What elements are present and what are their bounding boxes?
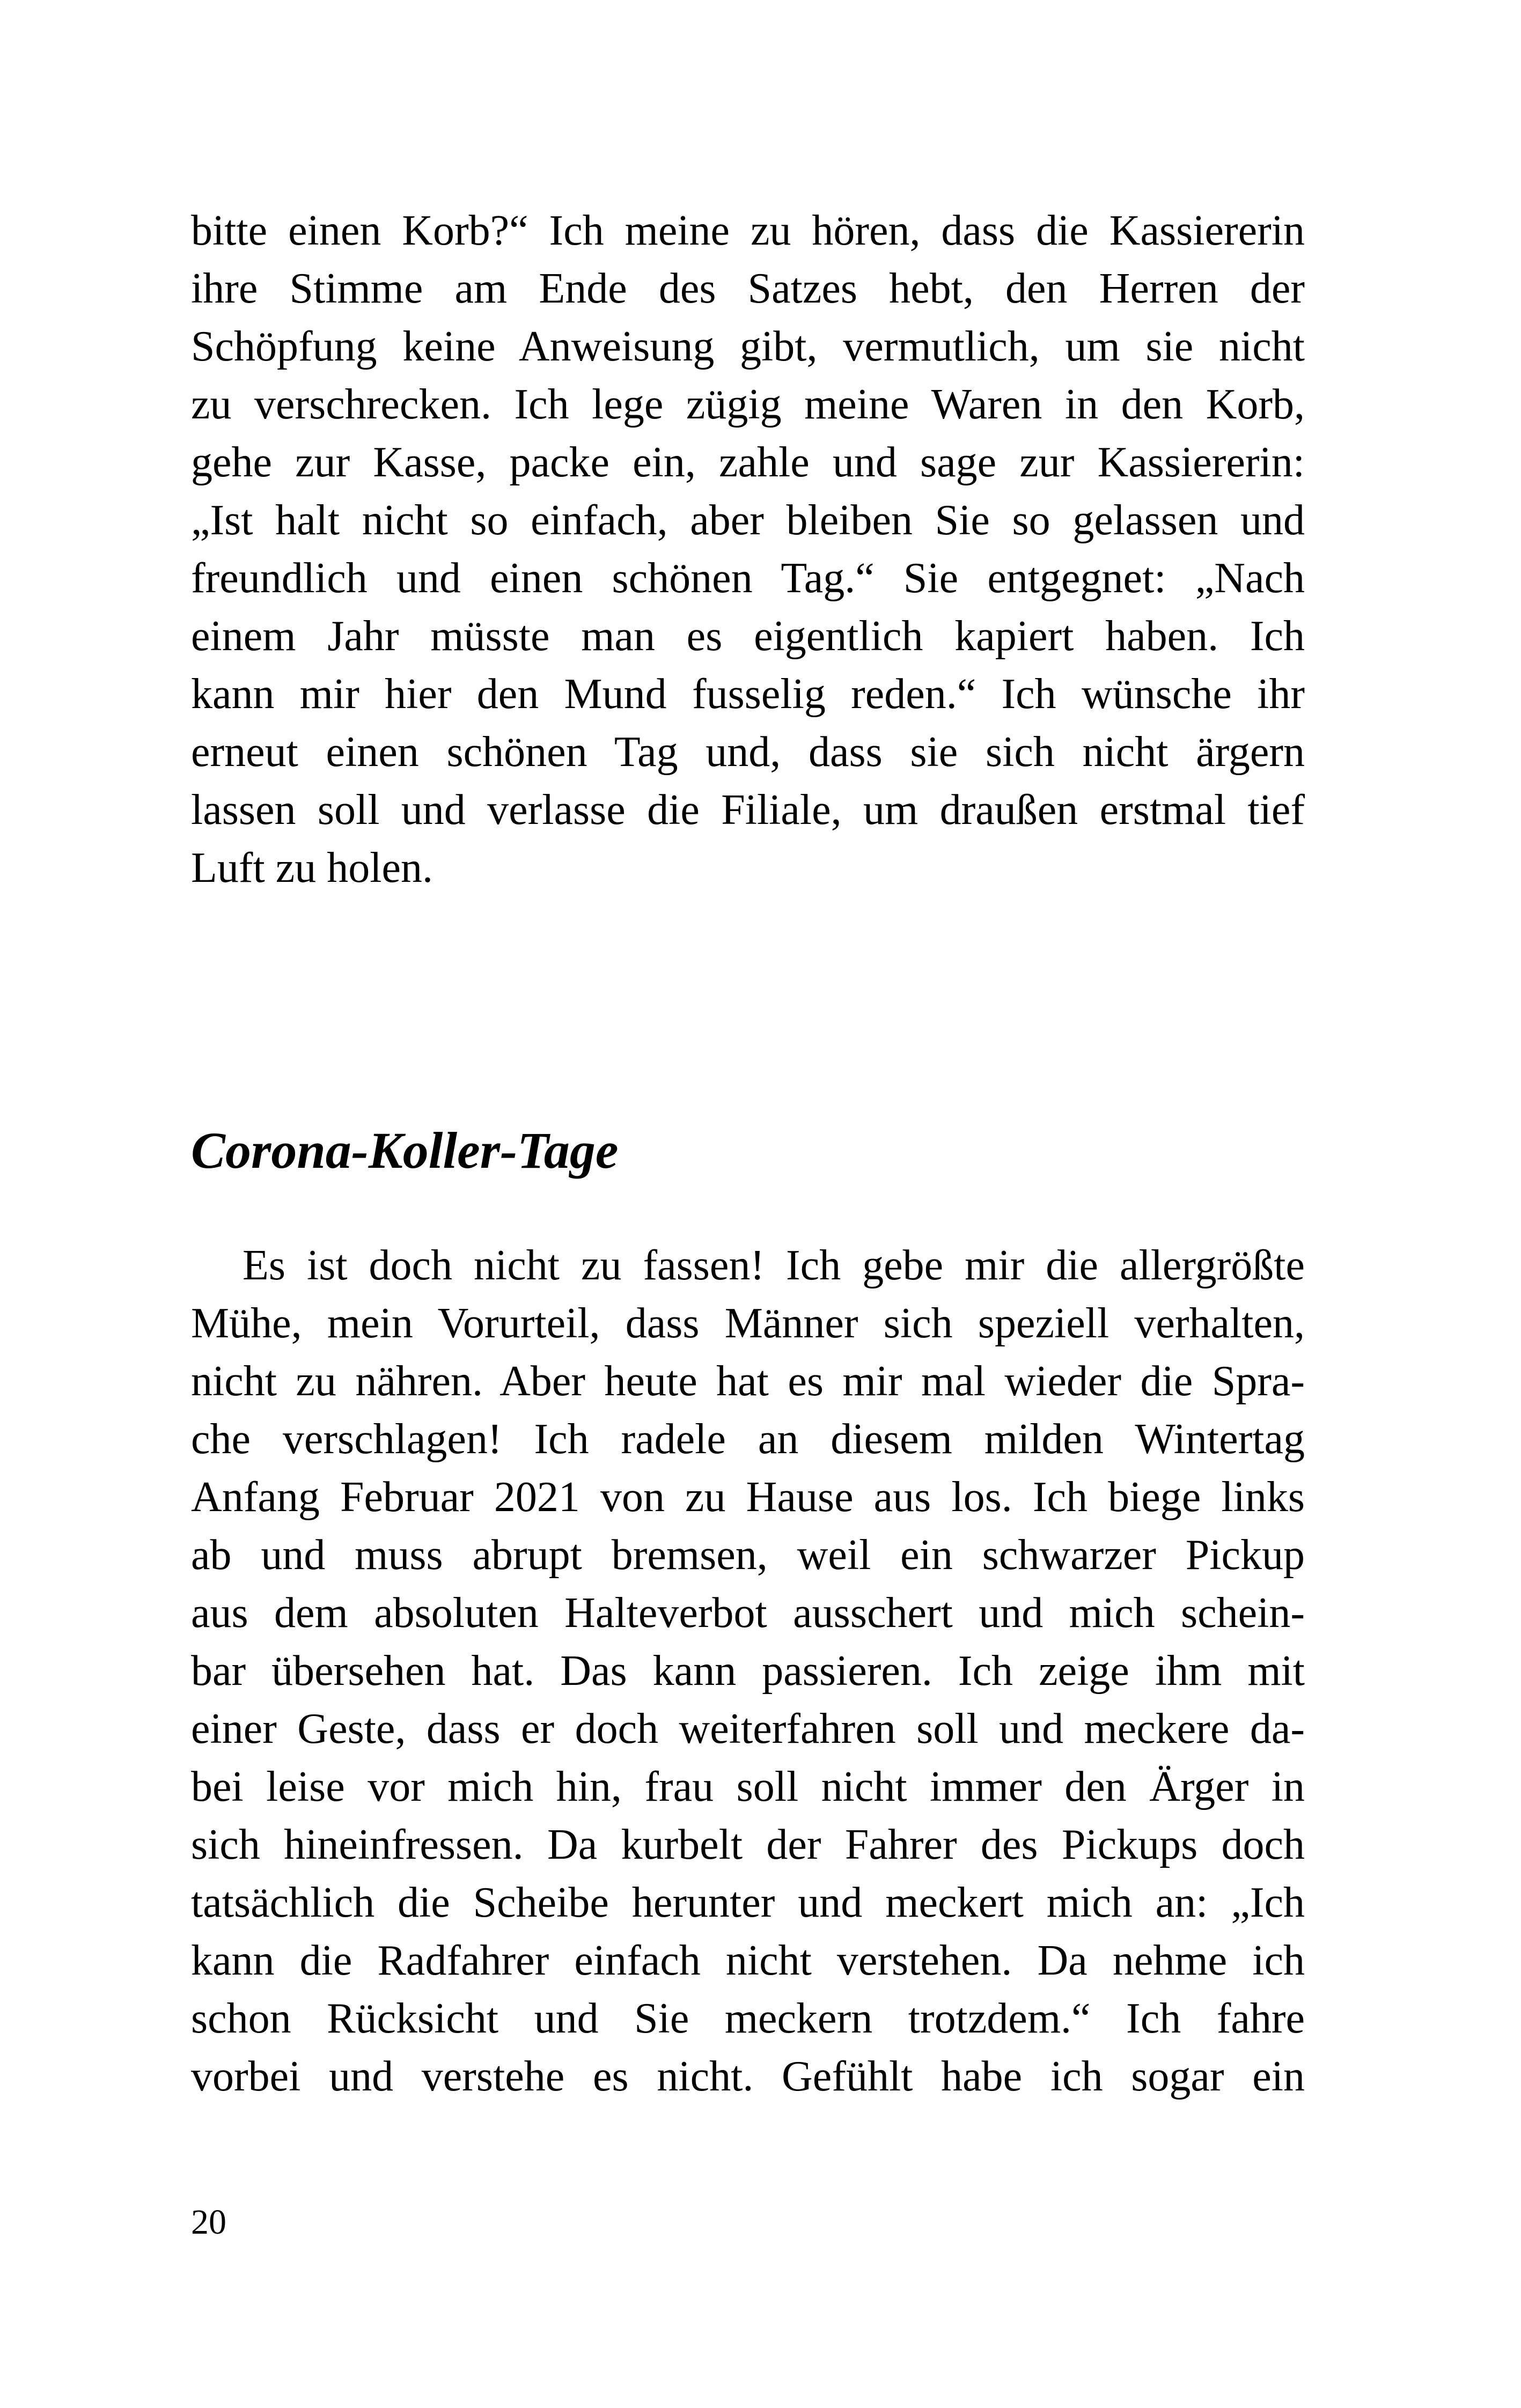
section-heading: Corona-Koller-Tage <box>191 1122 619 1179</box>
text-line: zu verschrecken. Ich lege zügig meine Waren in den Korb, <box>191 381 1305 428</box>
text-line: ab und muss abrupt bremsen, weil ein schwarzer Pickup <box>191 1531 1305 1579</box>
text-line: lassen soll und verlasse die Filiale, um draußen erstmal tief <box>191 786 1305 834</box>
text-line: Luft zu holen. <box>191 844 433 892</box>
text-line: „Ist halt nicht so einfach, aber bleiben Sie so gelassen und <box>191 497 1305 544</box>
text-line: Es ist doch nicht zu fassen! Ich gebe mir die allergrößte <box>243 1242 1305 1289</box>
text-line: einer Geste, dass er doch weiterfahren soll und meckere da- <box>191 1705 1305 1752</box>
text-line: nicht zu nähren. Aber heute hat es mir mal wieder die Spra- <box>191 1358 1305 1405</box>
text-line: gehe zur Kasse, packe ein, zahle und sage zur Kassiererin: <box>191 439 1305 486</box>
text-line: bei leise vor mich hin, frau soll nicht immer den Ärger in <box>191 1763 1305 1810</box>
text-line: einem Jahr müsste man es eigentlich kapiert haben. Ich <box>191 613 1305 660</box>
text-line: vorbei und verstehe es nicht. Gefühlt habe ich sogar ein <box>191 2053 1305 2100</box>
text-line: kann mir hier den Mund fusselig reden.“ Ich wünsche ihr <box>191 671 1305 718</box>
text-line: ihre Stimme am Ende des Satzes hebt, den Herren der <box>191 265 1305 312</box>
text-line: bar übersehen hat. Das kann passieren. Ich zeige ihm mit <box>191 1647 1305 1695</box>
text-line: kann die Radfahrer einfach nicht verstehen. Da nehme ich <box>191 1937 1305 1984</box>
text-line: tatsächlich die Scheibe herunter und meckert mich an: „Ich <box>191 1879 1305 1926</box>
text-line: Anfang Februar 2021 von zu Hause aus los. Ich biege links <box>191 1474 1305 1521</box>
text-line: aus dem absoluten Halteverbot ausschert und mich schein- <box>191 1589 1305 1637</box>
text-line: che verschlagen! Ich radele an diesem milden Wintertag <box>191 1416 1305 1463</box>
page-number: 20 <box>191 2203 226 2242</box>
text-line: schon Rücksicht und Sie meckern trotzdem.“ Ich fahre <box>191 1995 1305 2042</box>
text-line: Schöpfung keine Anweisung gibt, vermutlich, um sie nicht <box>191 323 1305 370</box>
text-line: Mühe, mein Vorurteil, dass Männer sich speziell verhalten, <box>191 1300 1305 1347</box>
text-line: freundlich und einen schönen Tag.“ Sie entgegnet: „Nach <box>191 555 1305 602</box>
text-line: bitte einen Korb?“ Ich meine zu hören, dass die Kassiererin <box>191 207 1305 254</box>
text-line: sich hineinfressen. Da kurbelt der Fahrer des Pickups doch <box>191 1821 1305 1868</box>
text-line: erneut einen schönen Tag und, dass sie sich nicht ärgern <box>191 728 1305 776</box>
